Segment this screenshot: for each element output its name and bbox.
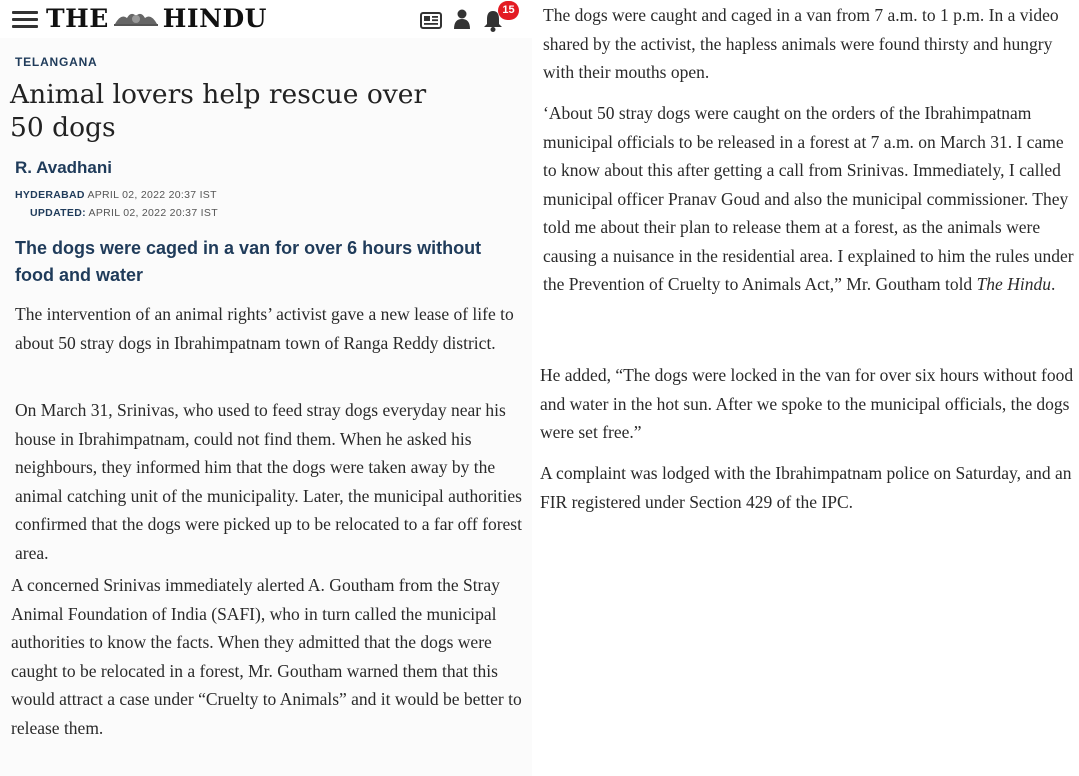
newspaper-icon[interactable] [420, 12, 442, 29]
dateline-date: APRIL 02, 2022 20:37 IST [87, 189, 217, 201]
dateline-place: HYDERABAD [15, 189, 85, 201]
logo-emblem-icon [113, 9, 159, 27]
article-paragraph-7: A complaint was lodged with the Ibrahimpatnam police on Saturday, and an FIR registered under Section 429 of the IPC. [540, 463, 1072, 512]
paragraph-5-text: ‘About 50 stray dogs were caught on the orders of the Ibrahimpatnam municipal officials to be released in a forest at 7 a.m. on March 31. I came to know about this after getting a call from Srinivas. Immediately, I called municipal officer Pranav Goud and also the municipal commissioner. They told me about their plan to release them at a forest, as the animals were causing a nuisance in the residential area. I explained to him the rules under the Prevention of Cruelty to Animals Act,” Mr. Goutham told [543, 103, 1074, 294]
article-paragraph-2: On March 31, Srinivas, who used to feed stray dogs everyday near his house in Ibrahimpatnam, could not find them. When he asked his neighbours, they informed him that the dogs were taken away by the animal catching unit of the municipality. Later, the municipal authorities confirmed that the dogs were picked up to be relocated to a far off forest area. [15, 400, 522, 563]
article-paragraph-6: He added, “The dogs were locked in the van for over six hours without food and water in the hot sun. After we spoke to the municipal officials, the dogs were set free.” [540, 365, 1074, 442]
paragraph-5-end: . [1050, 274, 1056, 294]
article-paragraph-5 [543, 99, 1077, 299]
updated-date: APRIL 02, 2022 20:37 IST [88, 207, 218, 219]
article-paragraph-3: A concerned Srinivas immediately alerted A. Goutham from the Stray Animal Foundation of India (SAFI), who in turn called the municipal authorities to know the facts. When they admitted that the dogs were caught to be relocated in a forest, Mr. Goutham warned them that this would attract a case under “Cruelty to Animals” and it would be better to release them. [11, 575, 522, 738]
hamburger-menu-icon[interactable] [12, 11, 38, 29]
article-subheadline: The dogs were caged in a van for over 6 hours without food and water [15, 238, 482, 285]
updated-timestamp [30, 207, 218, 219]
right-page-panel [534, 0, 1079, 776]
article-paragraph-1: The intervention of an animal rights’ activist gave a new lease of life to about 50 stray dogs in Ibrahimpatnam town of Ranga Reddy district. [15, 304, 514, 353]
publication-name-italic: The Hindu [976, 274, 1051, 294]
top-navigation-bar [0, 0, 532, 38]
dateline [15, 189, 217, 201]
user-icon[interactable] [454, 9, 470, 29]
notification-count-badge: 15 [498, 1, 519, 20]
article-headline: Animal lovers help rescue over 50 dogs [10, 79, 427, 143]
left-page-panel [0, 0, 532, 776]
logo-text-the: THE [46, 4, 109, 33]
author-name[interactable]: R. Avadhani [15, 158, 112, 177]
section-kicker[interactable]: TELANGANA [15, 55, 98, 69]
updated-label: UPDATED: [30, 207, 86, 219]
logo-text-hindu: HINDU [162, 4, 267, 33]
site-logo[interactable] [46, 4, 267, 33]
article-paragraph-4: The dogs were caught and caged in a van from 7 a.m. to 1 p.m. In a video shared by the activist, the hapless animals were found thirsty and hungry with their mouths open. [543, 5, 1059, 82]
